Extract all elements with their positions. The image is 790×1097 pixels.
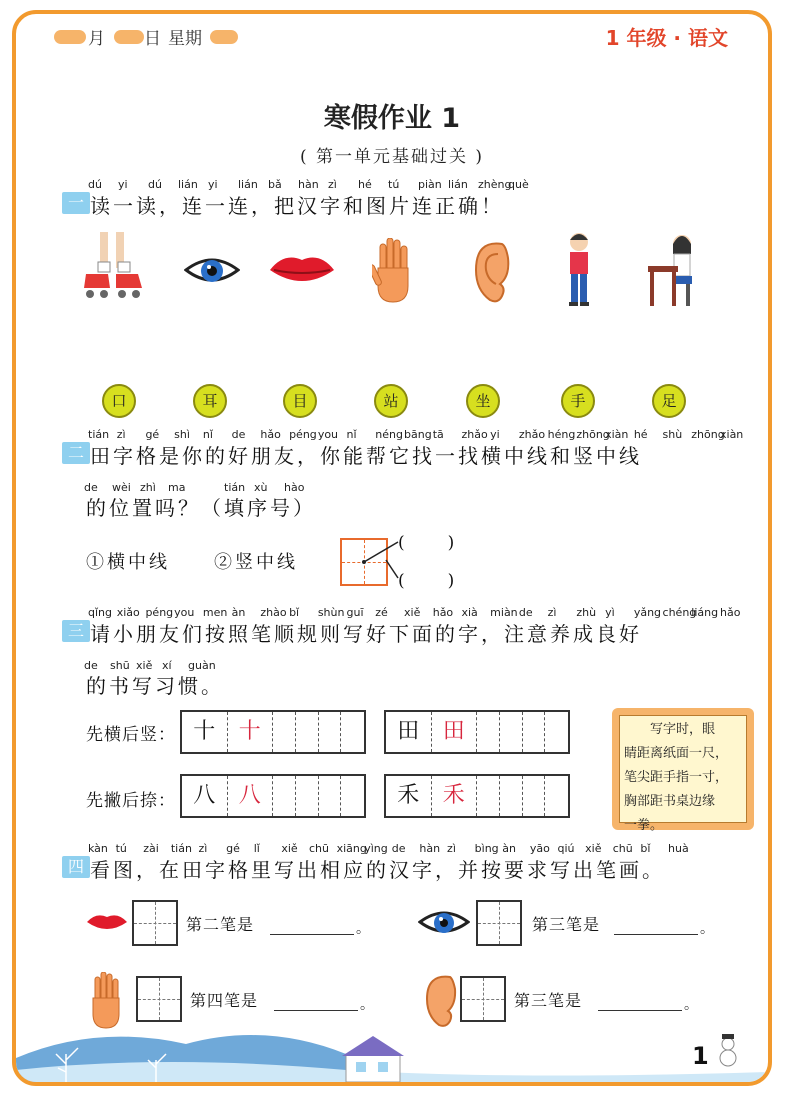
pinyin-syllable: xiàn	[605, 428, 629, 441]
ear-icon	[472, 240, 512, 304]
char-circle-5[interactable]: 坐	[466, 384, 500, 418]
period-3: 。	[360, 997, 377, 1013]
pinyin-syllable: zài	[143, 842, 159, 855]
pinyin-syllable: zì	[328, 178, 337, 191]
pinyin-syllable: xiě	[136, 659, 153, 672]
grid-char-red: 田	[432, 712, 478, 752]
pinyin-syllable: qiú	[557, 842, 575, 855]
grade-subject-label: 1 年级 · 语文	[605, 26, 728, 50]
weekday-blank	[210, 30, 238, 44]
pinyin-syllable: you	[317, 428, 339, 441]
pinyin-syllable: zhōng	[691, 428, 725, 441]
pinyin-syllable: àn	[502, 842, 516, 855]
pinyin-syllable: xù	[254, 481, 268, 494]
day-label: 日	[144, 29, 161, 49]
pinyin-syllable: piàn	[418, 178, 442, 191]
pinyin-syllable: yāo	[529, 842, 550, 855]
pinyin-syllable: zì	[447, 842, 456, 855]
grid-char-red: 禾	[432, 776, 478, 816]
char-circle-6[interactable]: 手	[561, 384, 595, 418]
pinyin-syllable: yìng	[364, 842, 388, 855]
grid-char-red: 八	[228, 776, 274, 816]
pinyin-syllable: xiě	[404, 606, 421, 619]
standing-boy-icon	[564, 230, 594, 308]
pinyin-syllable: bǐ	[640, 842, 651, 855]
period-2: 。	[700, 921, 717, 937]
pinyin-syllable: yi	[118, 178, 128, 191]
pinyin-syllable: nǐ	[202, 428, 213, 441]
pinyin-syllable: xiàn	[720, 428, 744, 441]
eye-icon	[184, 250, 240, 290]
pinyin-syllable: tián	[88, 428, 110, 441]
grid-char-black: 禾	[386, 776, 432, 816]
page-title: 寒假作业 1	[323, 103, 461, 134]
pinyin-syllable: zé	[375, 606, 388, 619]
day-blank	[114, 30, 144, 44]
pinyin-syllable: guī	[346, 606, 364, 619]
pinyin-syllable: dú	[148, 178, 162, 191]
pinyin-syllable: yì	[605, 606, 615, 619]
pinyin-syllable: shū	[110, 659, 130, 672]
pinyin-syllable: chū	[612, 842, 633, 855]
pinyin-syllable: hàn	[419, 842, 441, 855]
pinyin-syllable: nǐ	[346, 428, 357, 441]
page-number: 1	[692, 1042, 709, 1070]
section3-instruction-line1: 请小朋友们按照笔顺规则写好下面的字，注意养成良好	[90, 622, 642, 646]
pinyin-syllable: zhǎo	[461, 428, 488, 441]
writing-grid-tian[interactable]	[384, 710, 570, 754]
pinyin-syllable: shùn	[317, 606, 345, 619]
pinyin-syllable: shì	[174, 428, 190, 441]
roller-skates-icon	[80, 232, 150, 307]
pinyin-syllable: yi	[208, 178, 218, 191]
section-badge-1: 一	[62, 192, 90, 214]
eye-icon	[418, 904, 470, 940]
pinyin-syllable: hǎo	[720, 606, 741, 619]
pinyin-syllable: you	[174, 606, 195, 619]
winter-scene-decoration	[16, 1014, 768, 1086]
pinyin-syllable: tián	[170, 842, 192, 855]
pinyin-syllable: de	[518, 606, 533, 619]
char-circle-3[interactable]: 目	[283, 384, 317, 418]
char-circle-4[interactable]: 站	[374, 384, 408, 418]
pinyin-syllable: xiǎo	[116, 606, 140, 619]
pinyin-syllable: de	[231, 428, 246, 441]
pinyin-syllable: tā	[432, 428, 444, 441]
pinyin-syllable: huà	[668, 842, 689, 855]
pinyin-syllable: lián	[448, 178, 468, 191]
pinyin-syllable: zhào	[260, 606, 287, 619]
pinyin-syllable: de	[391, 842, 406, 855]
grid-char-black: 八	[182, 776, 228, 816]
answer-tianzige-2[interactable]	[476, 900, 522, 946]
pinyin-syllable: xí	[162, 659, 172, 672]
section-badge-2: 二	[62, 442, 90, 464]
char-circle-2[interactable]: 耳	[193, 384, 227, 418]
stroke-answer-line-1[interactable]	[270, 934, 354, 935]
writing-grid-shi[interactable]	[180, 710, 366, 754]
section-badge-4: 四	[62, 856, 90, 878]
pinyin-syllable: péng	[145, 606, 174, 619]
pinyin-syllable: hé	[633, 428, 648, 441]
pinyin-syllable: bǎ	[268, 178, 282, 191]
tip-text: 写字时，眼 睛距离纸面一尺， 笔尖距手指一寸， 胸部距书桌边缘 一拳。	[619, 715, 747, 823]
pinyin-syllable: zhǎo	[518, 428, 546, 441]
pinyin-syllable: hǎo	[432, 606, 454, 619]
pinyin-syllable: guàn	[188, 659, 216, 672]
pinyin-syllable: néng	[375, 428, 403, 441]
pinyin-syllable: dú	[88, 178, 102, 191]
pinyin-syllable: tián	[224, 481, 246, 494]
pinyin-syllable: gé	[145, 428, 160, 441]
option-vertical-midline: ②竖中线	[214, 552, 298, 573]
pinyin-syllable: men	[202, 606, 228, 619]
pinyin-syllable: lián	[178, 178, 198, 191]
pinyin-syllable: tú	[115, 842, 127, 855]
writing-grid-ba[interactable]	[180, 774, 366, 818]
grid-char-black: 田	[386, 712, 432, 752]
pinyin-syllable: de	[84, 481, 98, 494]
pinyin-syllable: bìng	[474, 842, 499, 855]
pinyin-syllable: zhì	[140, 481, 156, 494]
sitting-girl-icon	[646, 230, 700, 310]
pinyin-syllable: miàn	[490, 606, 518, 619]
pinyin-syllable: zhèng	[478, 178, 512, 191]
pinyin-syllable: zì	[116, 428, 126, 441]
char-circle-7[interactable]: 足	[652, 384, 686, 418]
pinyin-syllable: àn	[231, 606, 246, 619]
lips-icon	[86, 912, 128, 934]
answer-paren-1[interactable]: ( )	[398, 533, 458, 553]
rule-horizontal-then-vertical: 先横后竖：	[86, 725, 176, 745]
char-circle-1[interactable]: 口	[102, 384, 136, 418]
pinyin-syllable: ma	[168, 481, 186, 494]
month-label: 月	[88, 29, 105, 49]
pinyin-syllable: gé	[226, 842, 240, 855]
period-4: 。	[684, 997, 701, 1013]
stroke-prompt-3: 第四笔是	[190, 991, 259, 1010]
pinyin-syllable: zhù	[576, 606, 597, 619]
pinyin-syllable: yǎng	[633, 606, 662, 619]
pinyin-syllable: liáng	[691, 606, 719, 619]
section-badge-3: 三	[62, 620, 90, 642]
pinyin-syllable: qǐng	[88, 606, 112, 619]
pinyin-syllable: hào	[284, 481, 305, 494]
pinyin-syllable: chéng	[662, 606, 697, 619]
pinyin-syllable: bǐ	[289, 606, 300, 619]
pinyin-syllable: xiāng	[336, 842, 367, 855]
stroke-answer-line-2[interactable]	[614, 934, 698, 935]
month-blank	[54, 30, 86, 44]
answer-tianzige-1[interactable]	[132, 900, 178, 946]
pinyin-syllable: bāng	[404, 428, 432, 441]
pinyin-syllable: chū	[308, 842, 329, 855]
rule-left-then-right-falling: 先撇后捺：	[86, 791, 176, 811]
pinyin-syllable: tú	[388, 178, 400, 191]
section2-instruction-line2: 的位置吗？（填序号）	[86, 496, 316, 520]
pinyin-syllable: hàn	[298, 178, 319, 191]
pinyin-syllable: shù	[662, 428, 683, 441]
pinyin-syllable: héng	[547, 428, 576, 441]
weekday-label: 星期	[168, 29, 202, 49]
pinyin-syllable: wèi	[112, 481, 131, 494]
pinyin-syllable: xià	[461, 606, 478, 619]
pinyin-syllable: lǐ	[253, 842, 260, 855]
pinyin-syllable: de	[84, 659, 98, 672]
stroke-answer-line-4[interactable]	[598, 1010, 682, 1011]
pinyin-syllable: què	[508, 178, 529, 191]
stroke-answer-line-3[interactable]	[274, 1010, 358, 1011]
pinyin-syllable: zhōng	[576, 428, 610, 441]
pinyin-syllable: kàn	[88, 842, 108, 855]
pinyin-syllable: xiě	[585, 842, 602, 855]
writing-grid-he[interactable]	[384, 774, 570, 818]
pinyin-syllable: zì	[198, 842, 208, 855]
pinyin-syllable: yi	[490, 428, 500, 441]
pinyin-syllable: hǎo	[260, 428, 281, 441]
pinyin-syllable: lián	[238, 178, 258, 191]
option-horizontal-midline: ①横中线	[86, 552, 170, 573]
pinyin-syllable: xiě	[281, 842, 298, 855]
workbook-page	[12, 10, 772, 1086]
period-1: 。	[356, 921, 373, 937]
hand-icon	[372, 238, 416, 304]
pointer-arrows	[362, 538, 402, 584]
section1-instruction: 读一读，连一连，把汉字和图片连正确！	[90, 194, 504, 218]
stroke-prompt-1: 第二笔是	[186, 915, 255, 934]
stroke-prompt-2: 第三笔是	[532, 915, 601, 934]
answer-paren-2[interactable]: ( )	[398, 571, 458, 591]
writing-posture-tip	[612, 708, 754, 833]
page-subtitle: ( 第一单元基础过关 )	[299, 147, 485, 167]
section3-instruction-line2: 的书写习惯。	[86, 674, 224, 698]
grid-char-black: 十	[182, 712, 228, 752]
pinyin-syllable: zì	[547, 606, 557, 619]
lips-icon	[268, 252, 336, 290]
section2-instruction-line1: 田字格是你的好朋友，你能帮它找一找横中线和竖中线	[90, 444, 642, 468]
stroke-prompt-4: 第三笔是	[514, 991, 583, 1010]
section4-instruction: 看图，在田字格里写出相应的汉字，并按要求写出笔画。	[90, 858, 665, 882]
grid-char-red: 十	[228, 712, 274, 752]
pinyin-syllable: péng	[289, 428, 317, 441]
pinyin-syllable: hé	[358, 178, 372, 191]
